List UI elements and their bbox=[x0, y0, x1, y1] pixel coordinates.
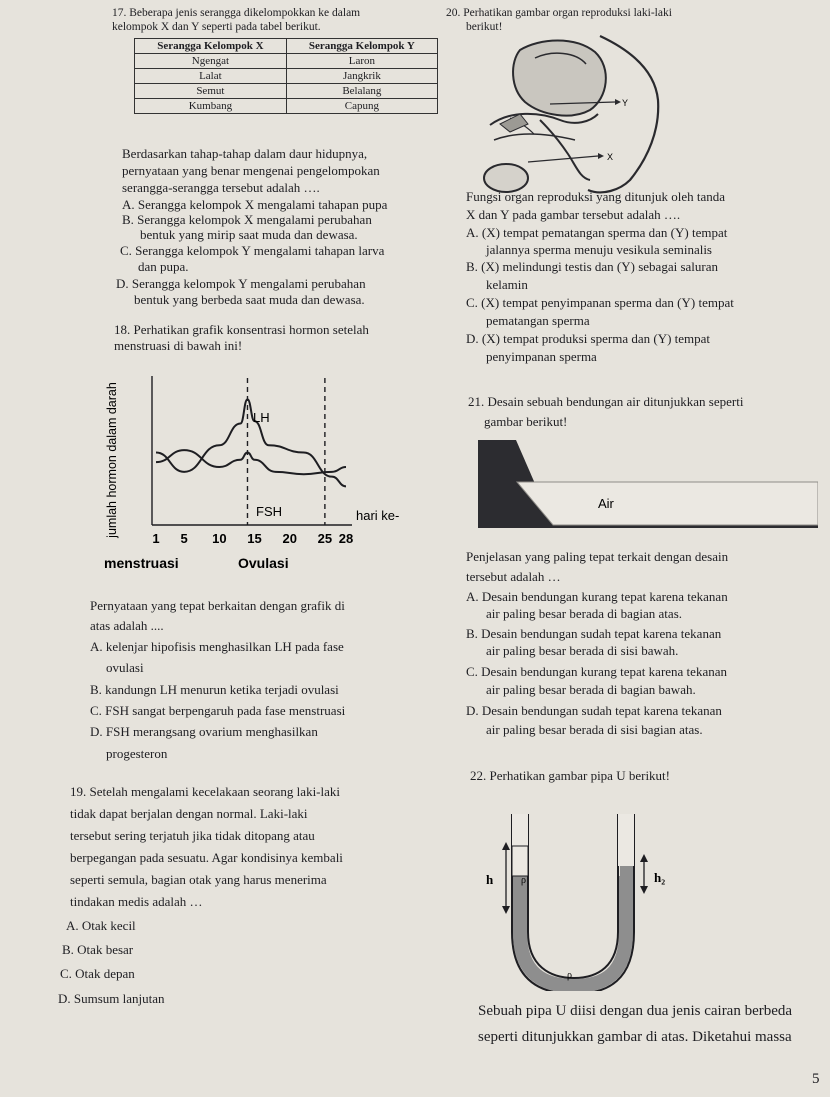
table-cell: Jangkrik bbox=[286, 69, 437, 84]
q18-option-d-line1: D. FSH merangsang ovarium menghasilkan bbox=[90, 724, 318, 739]
q17-option-c-line1: C. Serangga kelompok Y mengalami tahapan larva bbox=[120, 243, 385, 258]
label-rho-bottom: ρ bbox=[567, 970, 572, 981]
q21-option-a-line1: A. Desain bendungan kurang tepat karena tekanan bbox=[466, 589, 728, 604]
chart-x-tick-label: 5 bbox=[180, 531, 188, 546]
q20-stem-line1: Fungsi organ reproduksi yang ditunjuk oleh tanda bbox=[466, 189, 726, 204]
q22-intro: 22. Perhatikan gambar pipa U berikut! bbox=[470, 768, 670, 783]
q21-option-c-line2: air paling besar berada di bagian bawah. bbox=[486, 682, 696, 697]
q20-intro-line1: 20. Perhatikan gambar organ reproduksi laki-laki bbox=[446, 7, 672, 19]
table-cell: Lalat bbox=[135, 69, 287, 84]
q18-option-b: B. kandungn LH menurun ketika terjadi ovulasi bbox=[90, 682, 339, 697]
chart-x-tick-label: 1 bbox=[152, 531, 160, 546]
q22-stem-line1: Sebuah pipa U diisi dengan dua jenis cairan berbeda bbox=[478, 1003, 793, 1019]
dam-diagram bbox=[478, 440, 818, 535]
q21-option-d-line1: D. Desain bendungan sudah tepat karena tekanan bbox=[466, 703, 722, 718]
table-cell: Laron bbox=[286, 54, 437, 69]
chart-x-tick-label: 28 bbox=[338, 531, 354, 546]
pointer-arrow-y bbox=[615, 99, 621, 105]
dam-water-label: Air bbox=[598, 496, 614, 511]
table-cell: Kumbang bbox=[135, 99, 287, 114]
q17-option-c-line2: dan pupa. bbox=[138, 259, 189, 274]
chart-xlabel: hari ke- bbox=[356, 508, 400, 523]
table-cell: Capung bbox=[286, 99, 437, 114]
q17-option-b-line1: B. Serangga kelompok X mengalami perubahan bbox=[122, 212, 372, 227]
q21-stem-line1: Penjelasan yang paling tepat terkait dengan desain bbox=[466, 549, 729, 564]
insect-group-table bbox=[134, 38, 438, 114]
table-row bbox=[135, 54, 438, 69]
chart-ticks bbox=[152, 531, 353, 546]
u-tube-inner-wall bbox=[528, 814, 618, 978]
q18-stem-line2: atas adalah .... bbox=[90, 618, 164, 633]
chart-lines bbox=[156, 399, 346, 486]
q20-stem-line2: X dan Y pada gambar tersebut adalah …. bbox=[466, 207, 681, 222]
table-row bbox=[135, 84, 438, 99]
diagram-label-y: Y bbox=[622, 98, 629, 108]
q20-option-d-line2: penyimpanan sperma bbox=[486, 349, 597, 364]
q19-option-b: B. Otak besar bbox=[62, 942, 134, 957]
diagram-label-x: X bbox=[607, 152, 614, 162]
table-row bbox=[135, 69, 438, 84]
q18-option-a-line2: ovulasi bbox=[106, 660, 144, 675]
chart-ylabel: jumlah hormon dalam darah bbox=[105, 382, 119, 538]
q19-line2: tidak dapat berjalan dengan normal. Laki-laki bbox=[70, 806, 308, 821]
q20-option-a-line2: jalannya sperma menuju vesikula seminalis bbox=[486, 242, 712, 257]
chart-annotation-menstruasi: menstruasi bbox=[104, 555, 179, 571]
q18-option-d-line2: progesteron bbox=[106, 746, 168, 761]
q17-stem-line3: serangga-serangga tersebut adalah …. bbox=[122, 180, 320, 195]
q18-intro-line2: menstruasi di bawah ini! bbox=[114, 338, 243, 353]
chart-x-tick-label: 10 bbox=[212, 531, 227, 546]
table-cell: Belalang bbox=[286, 84, 437, 99]
label-h: h bbox=[486, 872, 494, 887]
hormone-chart bbox=[96, 360, 456, 575]
q18-option-a-line1: A. kelenjar hipofisis menghasilkan LH pada fase bbox=[90, 639, 344, 654]
q17-option-b-line2: bentuk yang mirip saat muda dan dewasa. bbox=[140, 227, 358, 242]
q20-intro-line2: berikut! bbox=[466, 21, 503, 33]
q21-option-a-line2: air paling besar berada di bagian atas. bbox=[486, 606, 682, 621]
q21-stem-line2: tersebut adalah … bbox=[466, 569, 561, 584]
q20-option-b-line2: kelamin bbox=[486, 277, 528, 292]
chart-x-tick-label: 25 bbox=[317, 531, 333, 546]
table-row bbox=[135, 99, 438, 114]
q21-option-c-line1: C. Desain bendungan kurang tepat karena tekanan bbox=[466, 664, 727, 679]
pointer-arrow-x bbox=[598, 153, 604, 159]
label-h2: h₂ bbox=[654, 870, 666, 885]
chart-x-tick-label: 15 bbox=[247, 531, 262, 546]
chart-series-label-fsh: FSH bbox=[256, 504, 282, 519]
dam-water bbox=[517, 482, 818, 525]
pointer-line-x bbox=[528, 156, 598, 162]
chart-x-tick-label: 20 bbox=[282, 531, 297, 546]
q19-option-c: C. Otak depan bbox=[60, 966, 135, 981]
q17-option-d-line2: bentuk yang berbeda saat muda dan dewasa. bbox=[134, 292, 365, 307]
q19-line4: berpegangan pada sesuatu. Agar kondisinya kembali bbox=[70, 850, 343, 865]
q18-intro-line1: 18. Perhatikan grafik konsentrasi hormon setelah bbox=[114, 322, 369, 337]
q17-intro-line2: kelompok X dan Y seperti pada tabel berikut. bbox=[112, 21, 321, 33]
q19-line3: tersebut sering terjatuh jika tidak ditopang atau bbox=[70, 828, 315, 843]
q20-option-c-line2: pematangan sperma bbox=[486, 313, 590, 328]
q21-option-b-line2: air paling besar berada di sisi bawah. bbox=[486, 643, 679, 658]
q17-stem-line2: pernyataan yang benar mengenai pengelompokan bbox=[122, 163, 380, 178]
label-rho-left: ρ bbox=[521, 875, 526, 886]
table-cell: Ngengat bbox=[135, 54, 287, 69]
q22-stem-line2: seperti ditunjukkan gambar di atas. Diketahui massa bbox=[478, 1029, 792, 1045]
q21-option-b-line1: B. Desain bendungan sudah tepat karena tekanan bbox=[466, 626, 722, 641]
testis-shape bbox=[484, 164, 528, 192]
u-tube-liquid bbox=[520, 876, 626, 986]
q17-option-d-line1: D. Serangga kelompok Y mengalami perubahan bbox=[116, 276, 366, 291]
q19-option-d: D. Sumsum lanjutan bbox=[58, 991, 165, 1006]
q18-option-c: C. FSH sangat berpengaruh pada fase menstruasi bbox=[90, 703, 346, 718]
male-reproductive-diagram bbox=[480, 30, 820, 200]
q19-option-a: A. Otak kecil bbox=[66, 918, 136, 933]
chart-guides bbox=[247, 378, 324, 525]
table-header-x: Serangga Kelompok X bbox=[135, 39, 287, 54]
q17-intro-line1: 17. Beberapa jenis serangga dikelompokkan ke dalam bbox=[112, 7, 361, 19]
q21-intro-line2: gambar berikut! bbox=[484, 414, 568, 429]
q20-option-b-line1: B. (X) melindungi testis dan (Y) sebagai saluran bbox=[466, 259, 718, 274]
q21-intro-line1: 21. Desain sebuah bendungan air ditunjukkan seperti bbox=[468, 394, 744, 409]
q19-line1: 19. Setelah mengalami kecelakaan seorang laki-laki bbox=[70, 784, 340, 799]
q19-line5: seperti semula, bagian otak yang harus menerima bbox=[70, 872, 327, 887]
page-number: 5 bbox=[812, 1071, 820, 1087]
table-cell: Semut bbox=[135, 84, 287, 99]
q18-stem-line1: Pernyataan yang tepat berkaitan dengan grafik di bbox=[90, 598, 345, 613]
q19-line6: tindakan medis adalah … bbox=[70, 894, 203, 909]
q17-stem-line1: Berdasarkan tahap-tahap dalam daur hidupnya, bbox=[122, 146, 368, 161]
q17-option-a: A. Serangga kelompok X mengalami tahapan pupa bbox=[122, 197, 388, 212]
chart-annotation-ovulasi: Ovulasi bbox=[238, 555, 289, 571]
q21-option-d-line2: air paling besar berada di sisi bagian atas. bbox=[486, 722, 703, 737]
chart-series-label-lh: LH bbox=[253, 410, 270, 425]
q20-option-a-line1: A. (X) tempat pematangan sperma dan (Y) tempat bbox=[466, 225, 728, 240]
q20-option-c-line1: C. (X) tempat penyimpanan sperma dan (Y) tempat bbox=[466, 295, 734, 310]
q20-option-d-line1: D. (X) tempat produksi sperma dan (Y) tempat bbox=[466, 331, 711, 346]
u-tube-diagram bbox=[478, 806, 718, 991]
table-header-y: Serangga Kelompok Y bbox=[286, 39, 437, 54]
